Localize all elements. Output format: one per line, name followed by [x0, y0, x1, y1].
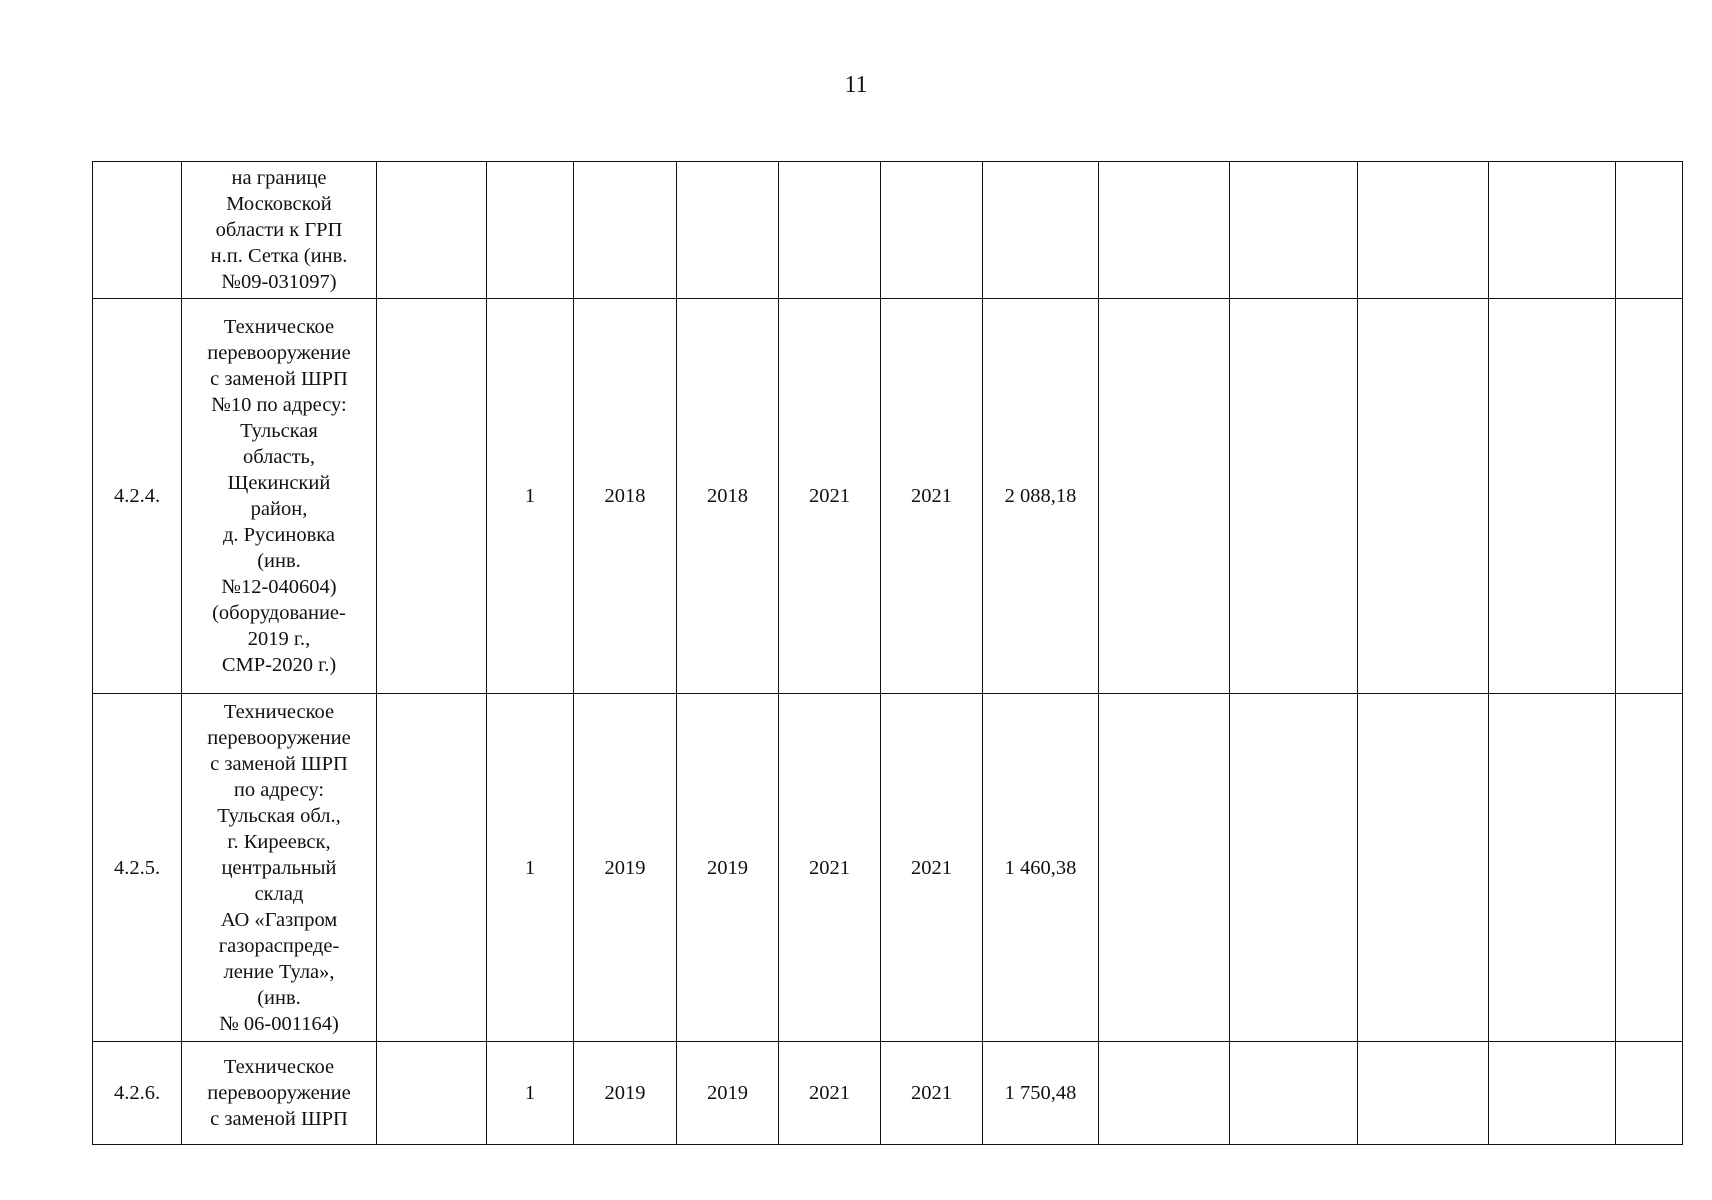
cell-year — [574, 162, 677, 299]
cell-quantity: 1 — [487, 694, 574, 1042]
cell-empty — [1099, 162, 1230, 299]
cell-quantity: 1 — [487, 1042, 574, 1145]
cell-empty — [377, 1042, 487, 1145]
description-line: № 06-001164) — [219, 1012, 339, 1035]
description-line: Тульская обл., — [217, 804, 341, 827]
cell-year: 2019 — [677, 1042, 779, 1145]
cell-empty — [1099, 694, 1230, 1042]
description-line: перевооружение — [207, 342, 351, 364]
cell-number: 4.2.4. — [93, 299, 182, 694]
description-line: №12-040604) — [221, 576, 337, 598]
cell-empty — [1230, 162, 1358, 299]
description-line: с заменой ШРП — [210, 752, 348, 775]
cell-amount: 1 750,48 — [983, 1042, 1099, 1145]
description-line: (оборудование- — [212, 602, 346, 624]
description-line: (инв. — [257, 986, 301, 1009]
description-line: д. Русиновка — [222, 524, 336, 546]
description-line: области к ГРП — [215, 219, 343, 241]
cell-year: 2018 — [574, 299, 677, 694]
cell-number: 4.2.6. — [93, 1042, 182, 1145]
cell-amount: 2 088,18 — [983, 299, 1099, 694]
cell-empty — [377, 162, 487, 299]
description-line: (инв. — [257, 550, 301, 572]
description-line: Техническое — [223, 316, 335, 338]
description-line: область, — [242, 446, 316, 468]
description-line: СМР-2020 г.) — [221, 654, 337, 676]
description-line: АО «Газпром — [220, 908, 338, 931]
cell-year: 2021 — [881, 1042, 983, 1145]
cell-empty — [1616, 162, 1683, 299]
cell-year: 2021 — [779, 1042, 881, 1145]
cell-empty — [1358, 1042, 1489, 1145]
cell-number — [93, 162, 182, 299]
cell-empty — [1099, 1042, 1230, 1145]
cell-empty — [1230, 1042, 1358, 1145]
cell-year: 2021 — [779, 299, 881, 694]
description-line: на границе — [231, 167, 327, 189]
cell-empty — [1230, 694, 1358, 1042]
table-row — [93, 694, 1683, 1042]
cell-empty — [1489, 299, 1616, 694]
page-number: 11 — [844, 72, 868, 98]
table-row — [93, 299, 1683, 694]
cell-year — [677, 162, 779, 299]
cell-year: 2019 — [677, 694, 779, 1042]
cell-number: 4.2.5. — [93, 694, 182, 1042]
description-line: склад — [254, 882, 304, 905]
cell-year: 2021 — [881, 694, 983, 1042]
description-line: №10 по адресу: — [211, 394, 347, 416]
description-line: газораспреде- — [218, 934, 340, 957]
description-line: перевооружение — [207, 726, 351, 749]
description-line: район, — [250, 498, 308, 520]
cell-description — [182, 1042, 377, 1145]
cell-description — [182, 694, 377, 1042]
table-row — [93, 162, 1683, 299]
cell-amount — [983, 162, 1099, 299]
cell-empty — [1616, 694, 1683, 1042]
description-line: Техническое — [223, 700, 335, 723]
description-line: 2019 г., — [247, 628, 311, 650]
description-line: центральный — [221, 856, 337, 879]
description-line: Тульская — [240, 420, 318, 442]
description-line: перевооружение — [207, 1082, 351, 1104]
data-table — [92, 161, 1683, 1145]
cell-quantity: 1 — [487, 299, 574, 694]
cell-year: 2018 — [677, 299, 779, 694]
cell-year: 2019 — [574, 1042, 677, 1145]
cell-empty — [1489, 1042, 1616, 1145]
description-line: г. Киреевск, — [227, 830, 331, 853]
cell-empty — [1358, 694, 1489, 1042]
cell-empty — [1489, 694, 1616, 1042]
cell-year — [881, 162, 983, 299]
cell-empty — [1230, 299, 1358, 694]
cell-empty — [1616, 1042, 1683, 1145]
cell-empty — [1358, 162, 1489, 299]
cell-empty — [1099, 299, 1230, 694]
cell-year: 2019 — [574, 694, 677, 1042]
cell-empty — [1358, 299, 1489, 694]
description-line: ление Тула», — [223, 960, 335, 983]
description-line: с заменой ШРП — [210, 1108, 348, 1130]
cell-empty — [1489, 162, 1616, 299]
description-line: по адресу: — [233, 778, 325, 801]
cell-description — [182, 162, 377, 299]
cell-empty — [377, 299, 487, 694]
cell-year — [779, 162, 881, 299]
cell-amount: 1 460,38 — [983, 694, 1099, 1042]
cell-empty — [1616, 299, 1683, 694]
cell-year: 2021 — [881, 299, 983, 694]
cell-quantity — [487, 162, 574, 299]
cell-description — [182, 299, 377, 694]
description-line: Техническое — [223, 1056, 335, 1078]
cell-empty — [377, 694, 487, 1042]
description-line: №09-031097) — [221, 271, 337, 293]
description-line: н.п. Сетка (инв. — [210, 245, 348, 267]
description-line: Московской — [226, 193, 332, 215]
cell-year: 2021 — [779, 694, 881, 1042]
description-line: Щекинский — [227, 472, 331, 494]
description-line: с заменой ШРП — [210, 368, 348, 390]
table-row — [93, 1042, 1683, 1145]
